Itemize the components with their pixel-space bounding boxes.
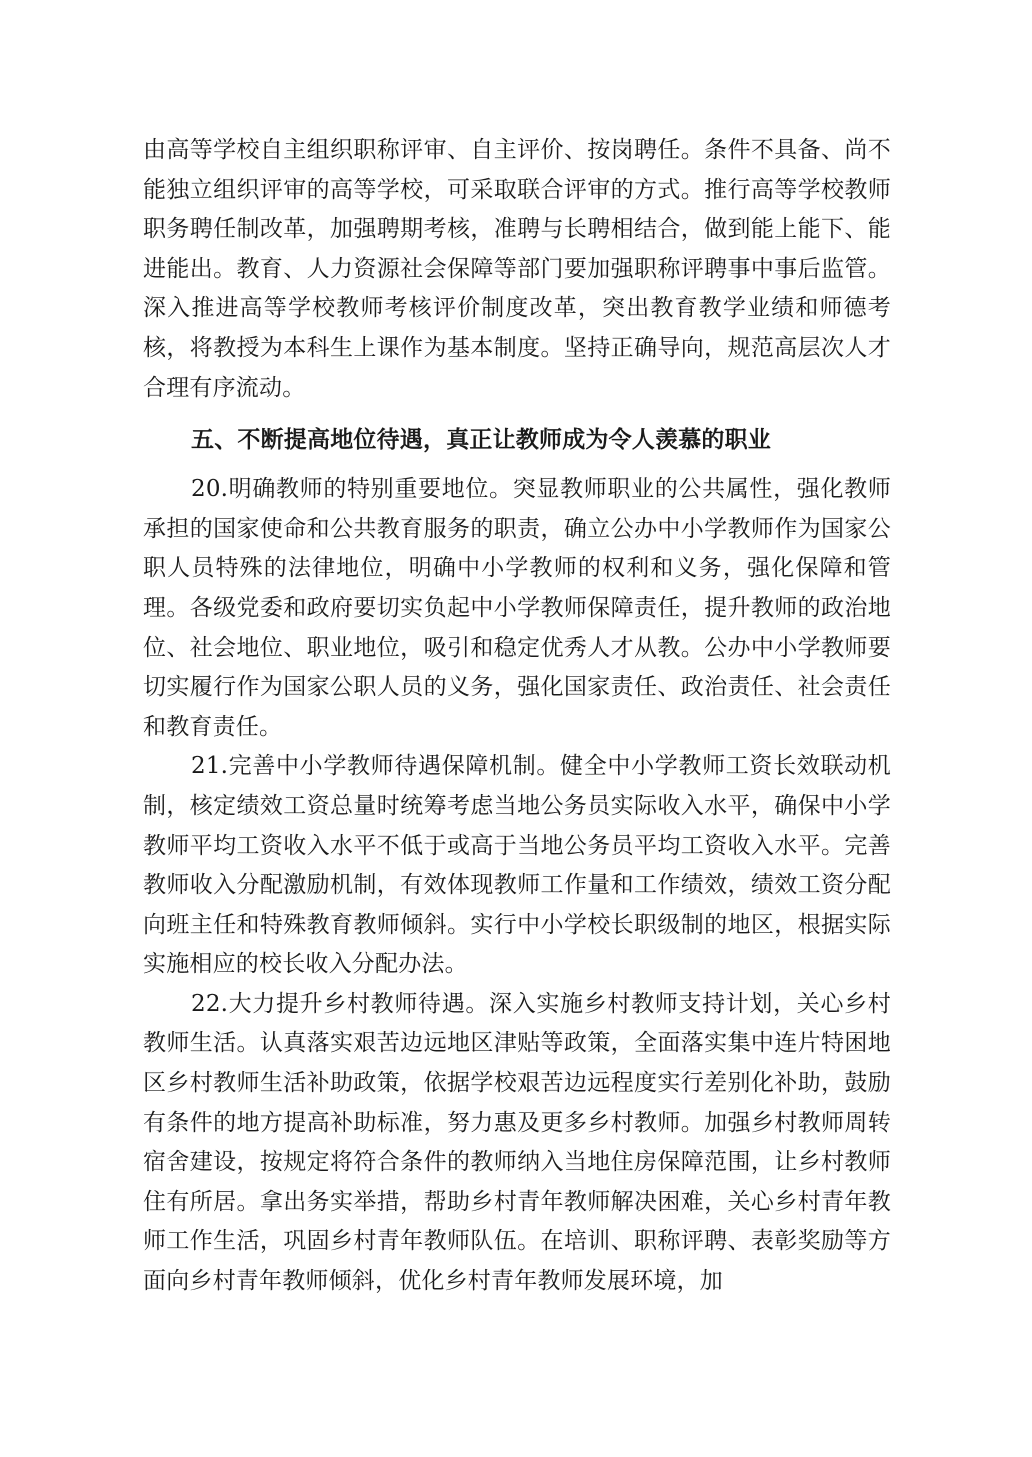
paragraph-21: 21.完善中小学教师待遇保障机制。健全中小学教师工资长效联动机制，核定绩效工资总量时统筹考虑当地公务员实际收入水平，确保中小学教师平均工资收入水平不低于或高于当地公务员平均工资收入水平。完善教师收入分配激励机制，有效体现教师工作量和工作绩效，绩效工资分配向班主任和特殊教育教师倾斜。实行中小学校长职级制的地区，根据实际实施相应的校长收入分配办法。 — [143, 753, 891, 978]
section-heading-five: 五、不断提高地位待遇，真正让教师成为令人羡慕的职业 — [191, 426, 771, 454]
paragraph-continuation: 由高等学校自主组织职称评审、自主评价、按岗聘任。条件不具备、尚不能独立组织评审的高等学校，可采取联合评审的方式。推行高等学校教师职务聘任制改革，加强聘期考核，准聘与长聘相结合，做到能上能下、能进能出。教育、人力资源社会保障等部门要加强职称评聘事中事后监管。深入推进高等学校教师考核评价制度改革，突出教育教学业绩和师德考核，将教授为本科生上课作为基本制度。坚持正确导向，规范高层次人才合理有序流动。 — [143, 137, 891, 401]
paragraph-22: 22.大力提升乡村教师待遇。深入实施乡村教师支持计划，关心乡村教师生活。认真落实艰苦边远地区津贴等政策，全面落实集中连片特困地区乡村教师生活补助政策，依据学校艰苦边远程度实行差别化补助，鼓励有条件的地方提高补助标准，努力惠及更多乡村教师。加强乡村教师周转宿舍建设，按规定将符合条件的教师纳入当地住房保障范围，让乡村教师住有所居。拿出务实举措，帮助乡村青年教师解决困难，关心乡村青年教师工作生活，巩固乡村青年教师队伍。在培训、职称评聘、表彰奖励等方面向乡村青年教师倾斜，优化乡村青年教师发展环境，加 — [143, 990, 891, 1295]
paragraph-20: 20.明确教师的特别重要地位。突显教师职业的公共属性，强化教师承担的国家使命和公共教育服务的职责，确立公办中小学教师作为国家公职人员特殊的法律地位，明确中小学教师的权利和义务，强化保障和管理。各级党委和政府要切实负起中小学教师保障责任，提升教师的政治地位、社会地位、职业地位，吸引和稳定优秀人才从教。公办中小学教师要切实履行作为国家公职人员的义务，强化国家责任、政治责任、社会责任和教育责任。 — [143, 476, 891, 740]
document-page — [143, 131, 891, 1302]
